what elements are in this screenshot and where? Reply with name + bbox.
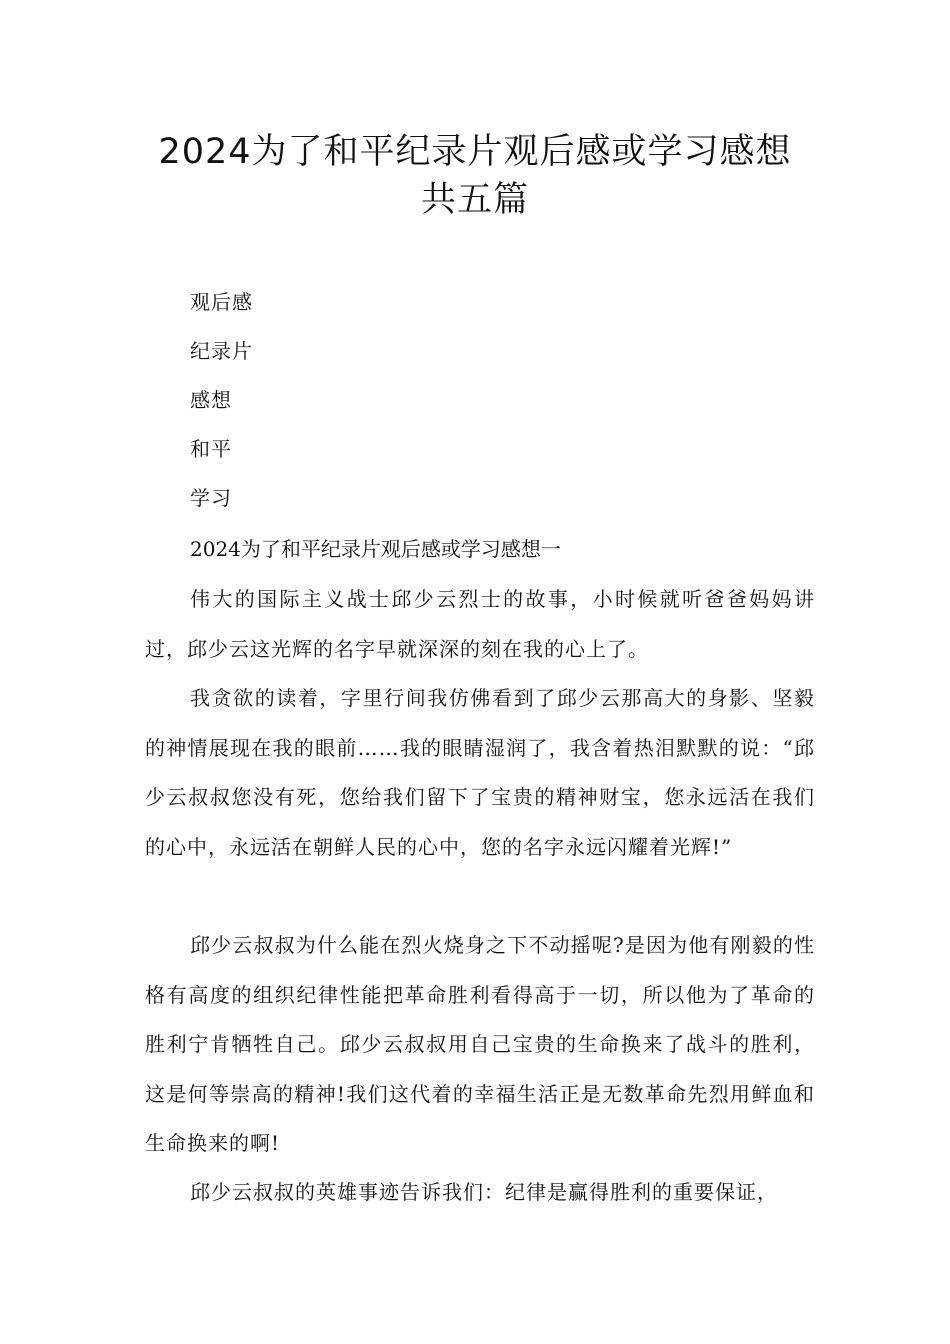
body-paragraph: 伟大的国际主义战士邱少云烈士的故事，小时候就听爸爸妈妈讲过，邱少云这光辉的名字早就深深的刻在我的心上了。 <box>145 587 815 661</box>
body-paragraph: 我贪欲的读着，字里行间我仿佛看到了邱少云那高大的身影、坚毅的神情展现在我的眼前……我的眼睛湿润了，我含着热泪默默的说：“邱少云叔叔您没有死，您给我们留下了宝贵的精神财宝，您永远活在我们的心中，永远活在朝鲜人民的心中，您的名字永远闪耀着光辉!” <box>145 686 815 859</box>
body-paragraph: 邱少云叔叔的英雄事迹告诉我们：纪律是赢得胜利的重要保证， <box>190 1180 778 1204</box>
title-line-1: 2024为了和平纪录片观后感或学习感想 <box>158 132 792 172</box>
keyword-item: 感想 <box>190 388 232 412</box>
keyword-item: 学习 <box>190 486 232 510</box>
title-line-2: 共五篇 <box>420 180 529 220</box>
body-paragraph: 邱少云叔叔为什么能在烈火烧身之下不动摇呢?是因为他有刚毅的性格有高度的组织纪律性能把革命胜利看得高于一切，所以他为了革命的胜利宁肯牺牲自己。邱少云叔叔用自己宝贵的生命换来了战斗的胜利，这是何等崇高的精神!我们这代着的幸福生活正是无数革命先烈用鲜血和生命换来的啊! <box>145 933 815 1155</box>
keyword-item: 观后感 <box>190 290 253 314</box>
keyword-item: 纪录片 <box>190 339 253 363</box>
section-heading: 2024为了和平纪录片观后感或学习感想一 <box>190 537 561 561</box>
document-title <box>100 128 850 224</box>
keyword-item: 和平 <box>190 437 232 461</box>
